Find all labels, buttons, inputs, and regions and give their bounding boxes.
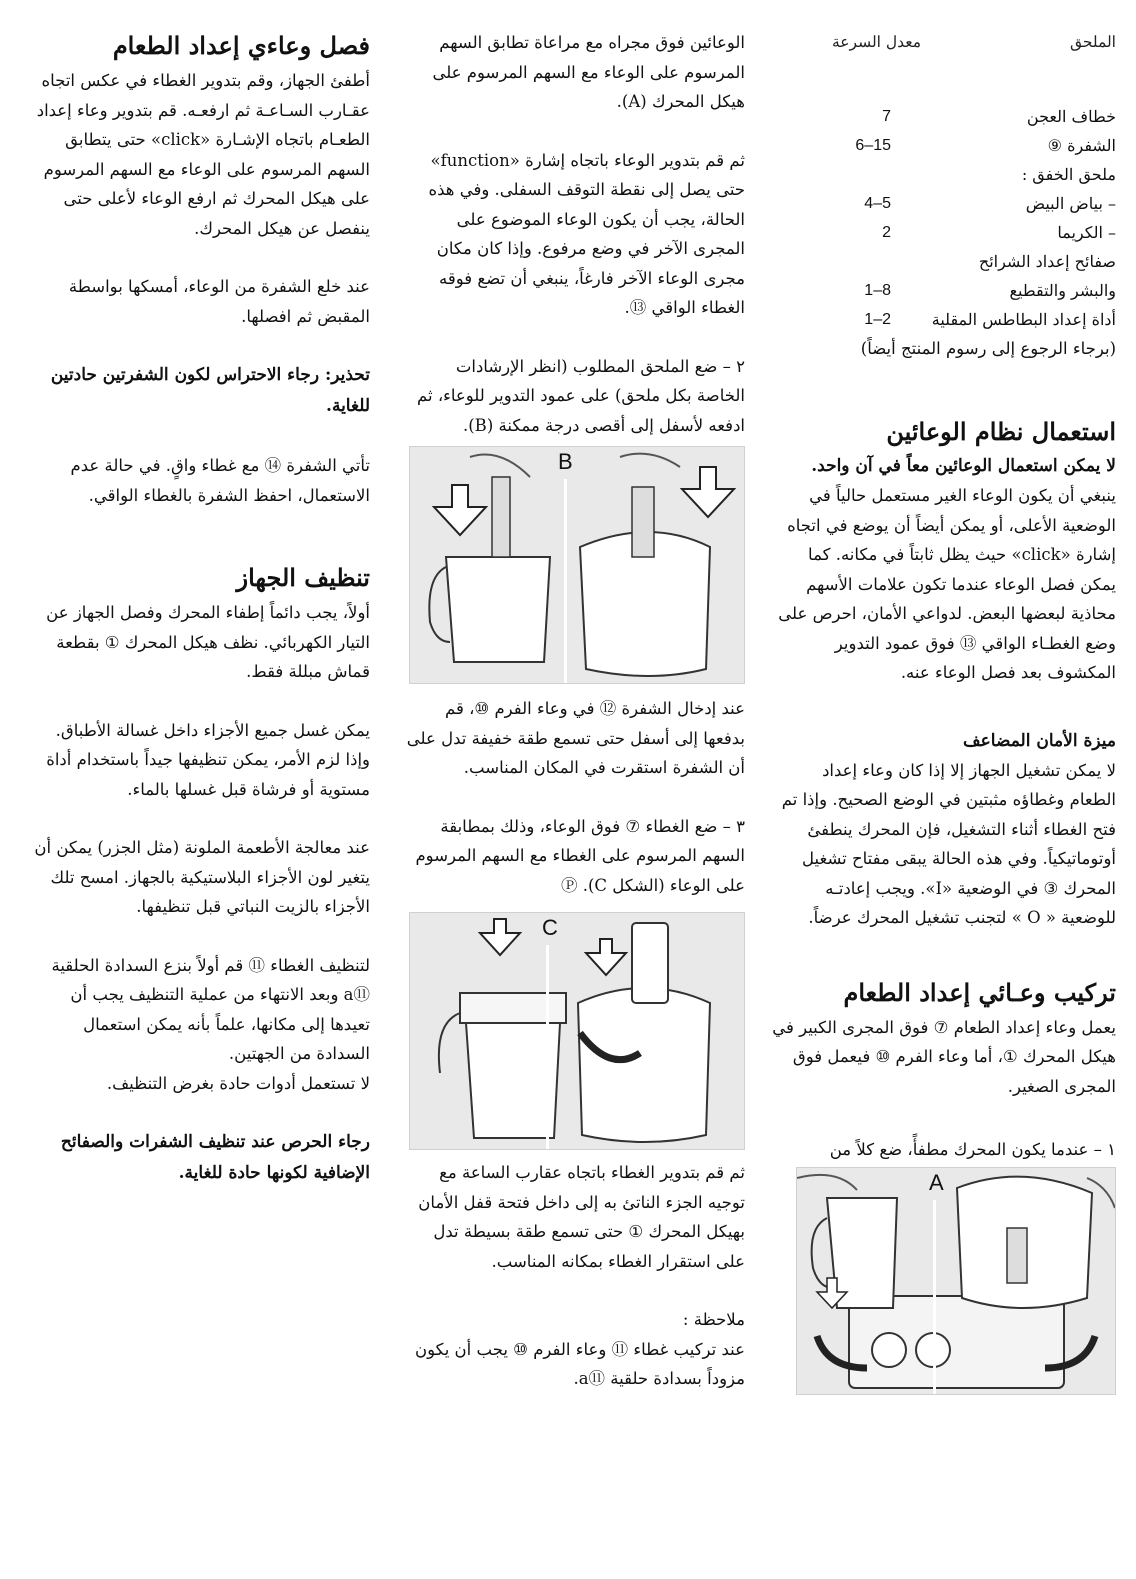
left-p2: عند خلع الشفرة من الوعاء، أمسكها بواسطة المقبض ثم افصلها. (68, 277, 370, 326)
table-row: – الكريما 2 (882, 223, 1116, 242)
figure-b-divider (564, 479, 567, 683)
middle-p6: ثم قم بتدوير الغطاء باتجاه عقارب الساعة مع توجيه الجزء الناتئ به إلى داخل فتحة قفل الأمان بهيكل المحرك ① حتى تسمع طقة بسيطة تدل على استقرار الغطاء بمكانه المناسب. (418, 1163, 745, 1271)
table-row: ملحق الخفق : (1021, 165, 1116, 184)
figure-c-label: C (542, 915, 558, 940)
figure-b-label: B (558, 449, 573, 474)
dual-bowl-warning: لا يمكن استعمال الوعائين معاً في آن واحد. (811, 455, 1116, 476)
note-text: عند تركيب غطاء ⑪ وعاء الفرم ⑩ يجب أن يكون مزوداً بسدادة حلقية ⑪a. (414, 1339, 745, 1388)
table-row: – بياض البيض 4–5 (864, 194, 1116, 213)
section-title-cleaning: تنظيف الجهاز (236, 563, 370, 592)
accessory-table (772, 102, 1116, 364)
left-p7: لتنظيف الغطاء ⑪ قم أولاً بنزع السدادة الحلقية ⑪a وبعد الانتهاء من عملية التنظيف يجب أن تعيدها إلى مكانها، علماً بأنه يمكن استعمال السدادة من الجهتين. (51, 955, 370, 1063)
figure-c-illustration (410, 913, 744, 1149)
left-p8: لا تستعمل أدوات حادة بغرض التنظيف. (106, 1073, 370, 1093)
right-column (772, 28, 1116, 1395)
middle-p4: عند إدخال الشفرة ⑫ في وعاء الفرم ⑩، قم بدفعها إلى أسفل حتى تسمع طقة خفيفة تدل على أن الشفرة استقرت في المكان المناسب. (406, 699, 745, 777)
header-accessory: الملحق (1069, 33, 1116, 51)
blade-warning: تحذير: رجاء الاحتراس لكون الشفرتين حادتين للغاية. (50, 365, 370, 416)
accessory-table-header (772, 28, 1116, 56)
figure-b-illustration (410, 447, 744, 683)
figure-a-illustration (797, 1168, 1115, 1394)
middle-p5-text: ٣ – ضع الغطاء ⑦ فوق الوعاء، وذلك بمطابقة السهم المرسوم على الغطاء مع السهم المرسوم على الوعاء (الشكل C). (415, 816, 745, 895)
table-row: خطاف العجن 7 (882, 107, 1116, 126)
assembly-step-1: ١ – عندما يكون المحرك مطفأً، ضع كلاً من (829, 1140, 1116, 1159)
section-title-dual-bowl: استعمال نظام الوعائين (886, 416, 1116, 446)
table-row: صفائح إعداد الشرائح (978, 252, 1116, 271)
final-warning: رجاء الحرص عند تنظيف الشفرات والصفائح الإضافية لكونها حادة للغاية. (60, 1132, 370, 1183)
safety-paragraph: لا يمكن تشغيل الجهاز إلا إذا كان وعاء إعداد الطعام وغطاؤه مثبتين في الوضع الصحيح. وإذا تم فتح الغطاء أثناء التشغيل، فإن المحرك ينطفئ أوتوماتيكياً. وفي هذه الحالة يبقى مفتاح تشغيل المحرك ③ في الوضعية «I». ويجب إعادتـه للوضعية « O » لتجنب تشغيل المحرك عرضاً. (781, 760, 1116, 927)
middle-p3: ٢ – ضع الملحق المطلوب (انظر الإرشادات الخاصة بكل ملحق) على عمود التدوير للوعاء، ثم ادفعه لأسفل إلى أقصى درجة ممكنة (B). (417, 356, 745, 435)
section-title-detach: فصل وعاءي إعداد الطعام (112, 31, 370, 60)
middle-p5 (405, 812, 745, 901)
middle-p1: الوعائين فوق مجراه مع مراعاة تطابق السهم المرسوم على الوعاء مع السهم المرسوم على هيكل المحرك (A). (432, 33, 745, 111)
figure-a-label: A (929, 1169, 944, 1195)
note-title: ملاحظة : (682, 1310, 745, 1329)
figure-b (409, 446, 745, 684)
left-p5: يمكن غسل جميع الأجزاء داخل غسالة الأطباق. وإذا لزم الأمر، يمكن تنظيفها جيداً باستخدام أداة مستوية أو فرشاة قبل غسلها بالماء. (46, 720, 370, 799)
section-title-safety: ميزة الأمان المضاعف (963, 730, 1116, 751)
section-title-assembly: تركيب وعـائي إعداد الطعام (843, 977, 1116, 1007)
dual-bowl-paragraph: ينبغي أن يكون الوعاء الغير مستعمل حالياً في الوضعية الأعلى، أو يمكن أيضاً أن يوضع في اتجاه إشارة «click» حيث يظل ثابتاً في مكانه. كما يمكن فصل الوعاء عندما تكون علامات الأسهم محاذية لبعضها البعض. لدواعي الأمان، احرص على وضع الغطـاء الواقي ⑬ فوق عمود التدوير المكشوف بعد فصل الوعاء عنه. (778, 486, 1116, 682)
figure-c-divider (546, 945, 549, 1149)
header-speed: معدل السرعة (832, 33, 922, 51)
left-p6: عند معالجة الأطعمة الملونة (مثل الجزر) يمكن أن يتغير لون الأجزاء البلاستيكية بالجهاز. امسح تلك الأجزاء بالزيت النباتي قبل تنظيفها. (34, 838, 370, 916)
left-p4: أولاً، يجب دائماً إطفاء المحرك وفصل الجهاز عن التيار الكهربائي. نظف هيكل المحرك ① بقطعة قماش مبللة فقط. (46, 603, 370, 681)
table-row: الشفرة ⑨ 6–15 (855, 136, 1116, 155)
table-row: والبشر والتقطيع 1–8 (864, 281, 1116, 300)
left-p1: أطفئ الجهاز، وقم بتدوير الغطاء في عكس اتجاه عقـارب السـاعـة ثم ارفعـه. قم بتدوير وعاء إعداد الطعـام باتجاه الإشـارة «click» حتى يتطابق السهم المرسوم على الوعاء مع السهم المرسوم على هيكل المحرك ثم ارفع الوعاء لأعلى حتى ينفصل عن هيكل المحرك. (36, 71, 370, 238)
p-symbol-icon: Ⓟ (560, 875, 578, 895)
figure-c (409, 912, 745, 1150)
left-p3: تأتي الشفرة ⑭ مع غطاء واقٍ. في حالة عدم الاستعمال، احفظ الشفرة بالغطاء الواقي. (70, 456, 370, 505)
middle-p2: ثم قم بتدوير الوعاء باتجاه إشارة «function» حتى يصل إلى نقطة التوقف السفلى. وفي هذه الحالة، يجب أن يكون الوعاء الموضوع على المجرى الآخر في وضع مرفوع. وإذا كان مكان مجرى الوعاء الآخر فارغاً، ينبغي أن تضع فوقه الغطاء الواقي ⑬. (428, 150, 745, 317)
left-column (26, 26, 370, 1189)
figure-a-divider (933, 1200, 936, 1394)
assembly-paragraph: يعمل وعاء إعداد الطعام ⑦ فوق المجرى الكبير في هيكل المحرك ①، أما وعاء الفرم ⑩ فيعمل فوق المجرى الصغير. (772, 1017, 1116, 1096)
figure-a (796, 1167, 1116, 1395)
accessory-note: (برجاء الرجوع إلى رسوم المنتج أيضاً) (860, 339, 1116, 358)
table-row: أداة إعداد البطاطس المقلية 1–2 (864, 310, 1116, 329)
middle-column (405, 28, 745, 1394)
